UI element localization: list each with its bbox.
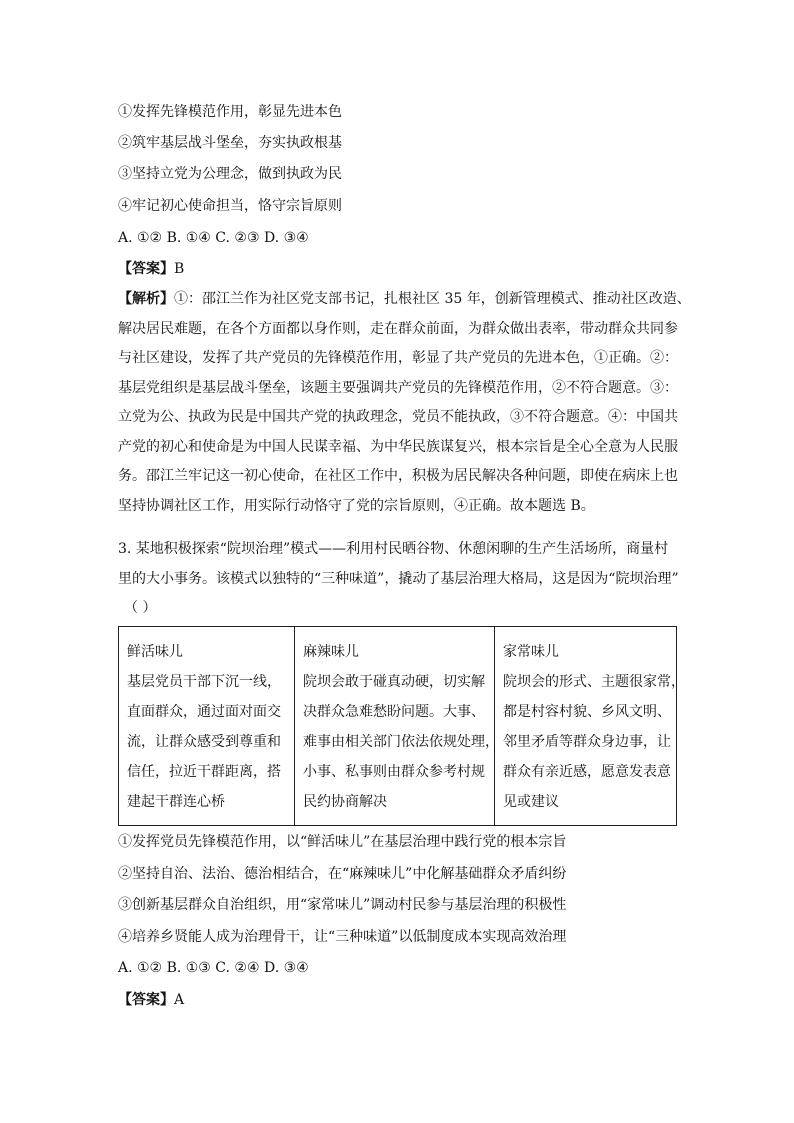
answer-value: A (174, 992, 185, 1008)
q3-option-2: ②坚持自治、法治、德治相结合，在“麻辣味儿”中化解基础群众矛盾纠纷 (118, 866, 567, 882)
cell-header: 麻辣味儿 (303, 644, 359, 660)
analysis-line: 基层党组织是基层战斗堡垒，该题主要强调共产党员的先锋模范作用，②不符合题意。③： (118, 379, 678, 396)
q2-answer (118, 259, 184, 279)
q3-option-1: ①发挥党员先锋模范作用，以“鲜活味儿”在基层治理中践行党的根本宗旨 (118, 834, 567, 850)
analysis-line: 产党的初心和使命是为中国人民谋幸福、为中华民族谋复兴，根本宗旨是全心全意为人民服 (118, 438, 678, 455)
cell-header: 家常味儿 (503, 644, 559, 660)
analysis-line: 与社区建设，发挥了共产党员的先锋模范作用，彰显了共产党员的先进本色，①正确。②： (118, 350, 678, 366)
table-cell-spicy: 麻辣味儿 院坝会敢于碰真动硬，切实解 决群众急难愁盼问题。大事、 难事由相关部门依法依规处理， 小事、私事则由群众参考村规 民约协商解决 (295, 627, 495, 826)
table-row (119, 627, 677, 826)
table-cell-homey: 家常味儿 院坝会的形式、主题很家常， 都是村容村貌、乡风文明、 邻里矛盾等群众身边事，让 群众有亲近感，愿意发表意 见或建议 (495, 627, 677, 826)
q3-choices: A. ①② B. ①③ C. ②④ D. ③④ (118, 960, 309, 976)
q3-answer (118, 990, 184, 1010)
analysis-line: 【解析】①：邵江兰作为社区党支部书记，扎根社区 35 年，创新管理模式、推动社区改造、 (118, 291, 691, 307)
q2-analysis (118, 285, 691, 521)
table-cell-fresh: 鲜活味儿 基层党员干部下沉一线， 直面群众，通过面对面交 流，让群众感受到尊重和 信任，拉近干群距离，搭 建起干群连心桥 (119, 627, 295, 826)
q2-option-3: ③坚持立党为公理念，做到执政为民 (118, 166, 342, 182)
answer-label: 【答案】 (118, 992, 174, 1008)
q2-option-2: ②筑牢基层战斗堡垒，夯实执政根基 (118, 135, 342, 151)
stem-line: 3. 某地积极探索“院坝治理”模式——利用村民晒谷物、休憩闲聊的生产生活场所，商量村 (118, 541, 669, 557)
analysis-line: 解决居民难题，在各个方面都以身作则，走在群众前面，为群众做出表率，带动群众共同参 (118, 320, 678, 337)
q2-option-1: ①发挥先锋模范作用，彰显先进本色 (118, 104, 342, 120)
q3-stem (118, 535, 678, 624)
flavors-table (118, 626, 685, 826)
q3-option-3: ③创新基层群众自治组织，用“家常味儿”调动村民参与基层治理的积极性 (118, 897, 567, 913)
q2-choices: A. ①② B. ①④ C. ②③ D. ③④ (118, 230, 309, 246)
q3-option-4: ④培养乡贤能人成为治理骨干，让“三种味道”以低制度成本实现高效治理 (118, 929, 567, 945)
q2-option-4: ④牢记初心使命担当，恪守宗旨原则 (118, 198, 342, 214)
cell-header: 鲜活味儿 (127, 644, 183, 660)
stem-line: 里的大小事务。该模式以独特的“三种味道”，撬动了基层治理大格局，这是因为“院坝治理” (118, 570, 679, 587)
analysis-label: 【解析】 (118, 291, 174, 307)
analysis-line: 坚持协调社区工作，用实际行动恪守了党的宗旨原则，④正确。故本题选 B。 (118, 497, 595, 514)
answer-label: 【答案】 (118, 261, 174, 277)
analysis-line: 立党为公、执政为民是中国共产党的执政理念，党员不能执政，③不符合题意。④：中国共 (118, 409, 678, 425)
stem-line: （ ） (124, 600, 157, 616)
analysis-line: 务。邵江兰牢记这一初心使命，在社区工作中，积极为居民解决各种问题，即使在病床上也 (118, 468, 678, 484)
answer-value: B (174, 261, 185, 277)
